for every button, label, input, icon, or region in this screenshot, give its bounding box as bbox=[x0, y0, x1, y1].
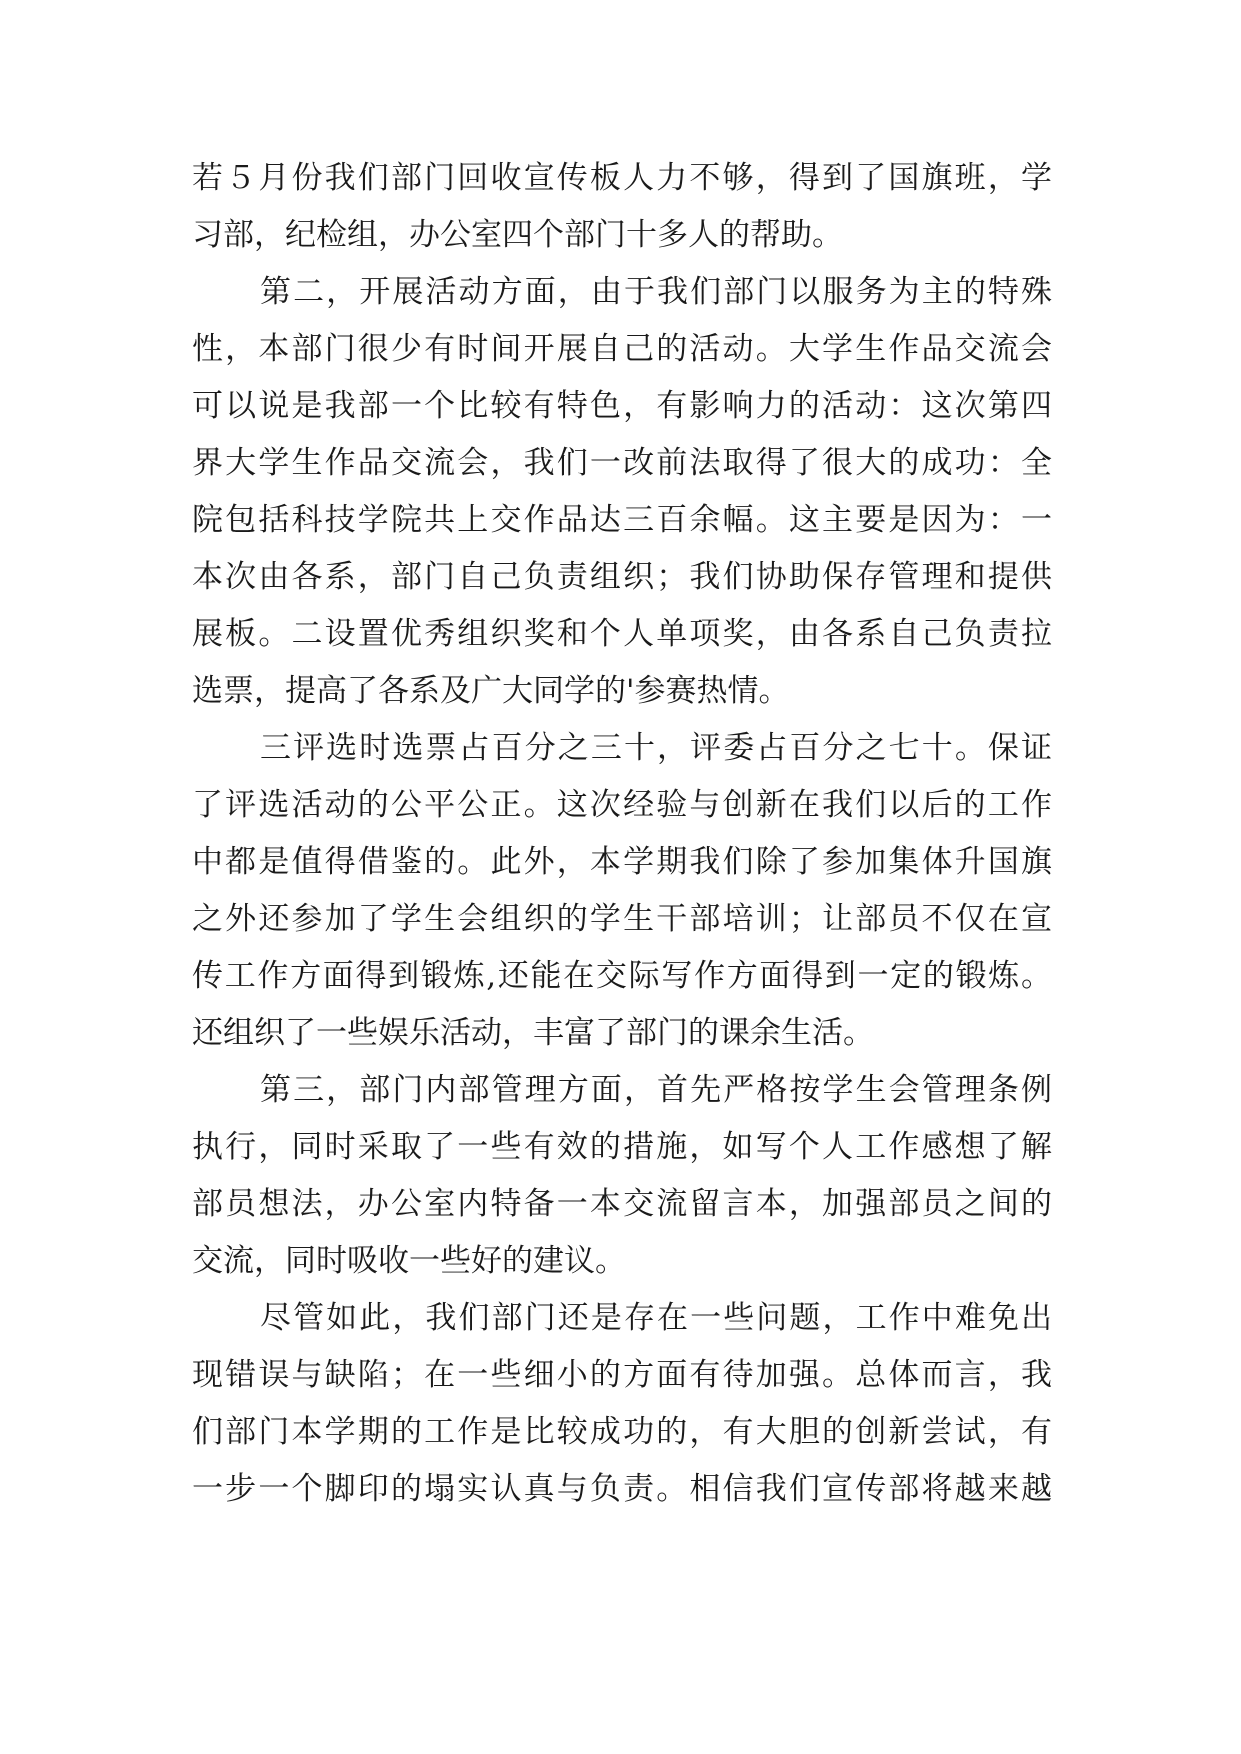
text-line: 习部，纪检组，办公室四个部门十多人的帮助。 bbox=[192, 217, 843, 253]
text-line: 可以说是我部一个比较有特色，有影响力的活动：这次第四 bbox=[192, 388, 1052, 424]
text-line: 选票，提高了各系及广大同学的'参赛热情。 bbox=[192, 673, 790, 709]
text-line: 展板。二设置优秀组织奖和个人单项奖，由各系自己负责拉 bbox=[192, 616, 1052, 652]
paragraph-start-line: 第三，部门内部管理方面，首先严格按学生会管理条例 bbox=[260, 1072, 1052, 1108]
text-line: 界大学生作品交流会，我们一改前法取得了很大的成功：全 bbox=[192, 445, 1052, 481]
text-line: 现错误与缺陷；在一些细小的方面有待加强。总体而言，我 bbox=[192, 1357, 1052, 1393]
text-line: 若５月份我们部门回收宣传板人力不够，得到了国旗班，学 bbox=[192, 160, 1052, 196]
paragraph-start-line: 三评选时选票占百分之三十，评委占百分之七十。保证 bbox=[260, 730, 1052, 766]
text-line: 本次由各系，部门自己负责组织；我们协助保存管理和提供 bbox=[192, 559, 1052, 595]
paragraph-start-line: 尽管如此，我们部门还是存在一些问题，工作中难免出 bbox=[260, 1300, 1052, 1336]
text-line: 交流，同时吸收一些好的建议。 bbox=[192, 1243, 626, 1279]
text-line: 们部门本学期的工作是比较成功的，有大胆的创新尝试，有 bbox=[192, 1414, 1052, 1450]
text-line: 部员想法，办公室内特备一本交流留言本，加强部员之间的 bbox=[192, 1186, 1052, 1222]
text-line: 性，本部门很少有时间开展自己的活动。大学生作品交流会 bbox=[192, 331, 1052, 367]
paragraph-start-line: 第二，开展活动方面，由于我们部门以服务为主的特殊 bbox=[260, 274, 1052, 310]
text-line: 传工作方面得到锻炼,还能在交际写作方面得到一定的锻炼。 bbox=[192, 958, 1052, 994]
text-line: 院包括科技学院共上交作品达三百余幅。这主要是因为：一 bbox=[192, 502, 1052, 538]
text-line: 之外还参加了学生会组织的学生干部培训；让部员不仅在宣 bbox=[192, 901, 1052, 937]
text-line: 还组织了一些娱乐活动，丰富了部门的课余生活。 bbox=[192, 1015, 874, 1051]
text-line: 了评选活动的公平公正。这次经验与创新在我们以后的工作 bbox=[192, 787, 1052, 823]
text-line: 执行，同时采取了一些有效的措施，如写个人工作感想了解 bbox=[192, 1129, 1052, 1165]
text-line: 一步一个脚印的塌实认真与负责。相信我们宣传部将越来越 bbox=[192, 1471, 1052, 1507]
text-line: 中都是值得借鉴的。此外，本学期我们除了参加集体升国旗 bbox=[192, 844, 1052, 880]
